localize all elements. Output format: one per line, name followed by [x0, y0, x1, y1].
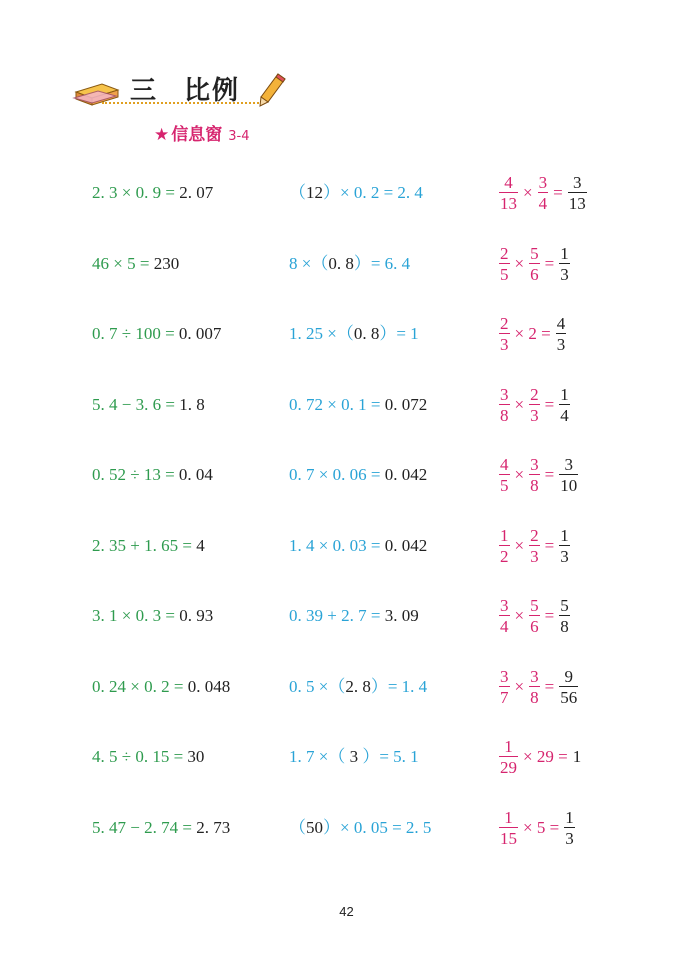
operator: ×: [514, 535, 525, 555]
expr-text: ）= 1: [379, 324, 419, 343]
section-code: 3-4: [228, 129, 250, 144]
operator: ×: [514, 606, 525, 625]
denominator: 3: [530, 405, 539, 425]
answer: 2. 07: [179, 183, 214, 202]
expr-text: 1. 4 × 0. 03 =: [289, 535, 385, 555]
pencil-icon: [258, 72, 288, 108]
expr-fraction: [497, 234, 572, 294]
fraction: [529, 668, 540, 706]
denominator: 5: [500, 476, 509, 495]
numerator: 5: [530, 243, 539, 263]
expr-text: 46 × 5 =: [92, 253, 154, 273]
numerator: 3: [500, 666, 509, 686]
fraction-answer: [559, 527, 570, 565]
expr-text: 1. 7 ×（: [289, 747, 350, 766]
denominator: 3: [500, 335, 509, 354]
expr-missing: [289, 304, 419, 364]
denominator: 4: [538, 194, 548, 213]
denominator: 3: [556, 335, 566, 354]
answer: 0. 93: [179, 606, 214, 625]
answer: 230: [153, 253, 180, 273]
fraction: [499, 597, 510, 635]
star-icon: ★: [154, 125, 170, 145]
answer: 0. 042: [384, 535, 428, 555]
fraction-answer: [559, 456, 578, 494]
chapter-header: [72, 68, 302, 114]
equals-sign: =: [544, 676, 555, 696]
expr-text: 0. 24 × 0. 2 =: [92, 676, 188, 696]
expr-text: 5. 4 − 3. 6 =: [92, 394, 180, 414]
expr-text: 0. 72 × 0. 1 =: [289, 394, 385, 414]
expr-decimal: [92, 163, 213, 223]
section-header: [154, 120, 249, 145]
expr-text: 0. 7 ÷ 100 =: [92, 324, 179, 343]
paren-answer: 0. 8: [328, 253, 354, 273]
expr-text: ）= 5. 1: [358, 747, 419, 766]
fraction-answer: [568, 174, 587, 212]
numerator: 3: [564, 455, 573, 474]
numerator: 4: [504, 173, 513, 192]
fraction: [499, 386, 510, 424]
answer: 2. 73: [196, 817, 231, 837]
numerator: 2: [500, 243, 509, 263]
exercise-row: [0, 445, 693, 505]
expr-fraction: [497, 516, 572, 576]
expr-text: 8 ×（: [289, 253, 329, 273]
denominator: 3: [560, 546, 569, 566]
denominator: 2: [500, 546, 509, 566]
exercise-row: [0, 304, 693, 364]
expr-text: 1. 25 ×（: [289, 324, 354, 343]
numerator: 4: [556, 314, 566, 333]
numerator: 5: [560, 596, 569, 615]
expr-missing: [289, 657, 427, 717]
expr-fraction: [497, 375, 572, 435]
fraction: [499, 315, 510, 353]
exercise-row: [0, 516, 693, 576]
denominator: 5: [500, 264, 509, 284]
answer: 1. 8: [179, 394, 205, 414]
answer: 1: [572, 747, 582, 766]
expr-fraction: [497, 586, 572, 646]
chapter-number: 三: [130, 76, 159, 106]
expr-missing: [289, 516, 427, 576]
expr-text: ）× 0. 05 = 2. 5: [323, 817, 432, 837]
fraction: [499, 738, 518, 776]
numerator: 4: [500, 455, 509, 474]
expr-text: 0. 52 ÷ 13 =: [92, 465, 179, 484]
answer: 30: [187, 747, 205, 766]
equals-sign: =: [544, 606, 555, 625]
fraction-answer: [559, 386, 570, 424]
expr-missing: [289, 234, 410, 294]
fraction-answer: [559, 597, 570, 635]
expr-fraction: [497, 304, 568, 364]
operator: × 2 =: [514, 324, 551, 343]
operator: ×: [514, 465, 525, 484]
denominator: 15: [500, 828, 517, 848]
fraction: [529, 456, 540, 494]
fraction-answer: [556, 315, 567, 353]
operator: ×: [514, 394, 525, 414]
numerator: 9: [564, 666, 573, 686]
denominator: 3: [565, 828, 574, 848]
numerator: 1: [565, 807, 574, 827]
equals-sign: =: [544, 535, 555, 555]
expr-text: 4. 5 ÷ 0. 15 =: [92, 747, 188, 766]
expr-fraction: [497, 798, 577, 858]
expr-decimal: [92, 657, 230, 717]
answer: 3. 09: [384, 606, 419, 625]
exercise-row: [0, 727, 693, 787]
fraction: [499, 245, 510, 283]
denominator: 6: [530, 617, 539, 636]
denominator: 8: [530, 687, 539, 707]
fraction: [529, 245, 540, 283]
expr-decimal: [92, 586, 213, 646]
expr-fraction: [497, 727, 581, 787]
expr-missing: [289, 375, 427, 435]
numerator: 1: [500, 525, 509, 545]
expr-fraction: [497, 163, 589, 223]
equals-sign: =: [544, 394, 555, 414]
exercise-row: [0, 375, 693, 435]
fraction: [499, 809, 518, 847]
page-number: 42: [339, 904, 354, 919]
answer: 0. 007: [178, 324, 222, 343]
chapter-title: [130, 70, 240, 107]
numerator: 3: [530, 666, 539, 686]
fraction: [499, 668, 510, 706]
exercise-row: [0, 657, 693, 717]
numerator: 3: [530, 455, 539, 474]
exercise-row: [0, 163, 693, 223]
expr-missing: [289, 727, 419, 787]
paren-answer: 3: [349, 747, 359, 766]
expr-text: 0. 7 × 0. 06 =: [289, 465, 385, 484]
denominator: 7: [500, 687, 509, 707]
expr-text: 2. 3 × 0. 9 =: [92, 183, 180, 202]
numerator: 1: [560, 384, 569, 404]
expr-text: （: [289, 817, 306, 837]
exercise-row: [0, 586, 693, 646]
answer: 4: [196, 535, 205, 555]
numerator: 3: [572, 173, 582, 192]
answer: 0. 042: [384, 465, 428, 484]
exercise-row: [0, 234, 693, 294]
denominator: 4: [560, 405, 569, 425]
denominator: 3: [560, 264, 569, 284]
expr-text: 0. 39 + 2. 7 =: [289, 606, 385, 625]
expr-decimal: [92, 375, 205, 435]
expr-missing: [289, 445, 427, 505]
expr-missing: [289, 586, 419, 646]
expr-text: ）× 0. 2 = 2. 4: [323, 183, 423, 202]
expr-fraction: [497, 657, 580, 717]
numerator: 1: [504, 807, 513, 827]
paren-answer: 12: [306, 183, 323, 202]
fraction-answer: [559, 245, 570, 283]
fraction: [529, 386, 540, 424]
denominator: 13: [568, 194, 586, 213]
denominator: 4: [500, 617, 509, 636]
denominator: 3: [530, 546, 539, 566]
answer: 0. 04: [178, 465, 213, 484]
expr-missing: [289, 798, 431, 858]
fraction-answer: [564, 809, 575, 847]
denominator: 6: [530, 264, 539, 284]
fraction: [529, 597, 540, 635]
denominator: 13: [500, 194, 517, 213]
answer: 0. 072: [384, 394, 428, 414]
fraction: [499, 174, 518, 212]
expr-text: ）= 1. 4: [370, 676, 428, 696]
expr-text: 3. 1 × 0. 3 =: [92, 606, 180, 625]
expr-text: 0. 5 ×（: [289, 676, 346, 696]
section-title: 信息窗: [171, 125, 223, 145]
denominator: 8: [560, 617, 569, 636]
numerator: 2: [530, 384, 539, 404]
equals-sign: =: [544, 253, 555, 273]
fraction: [499, 527, 510, 565]
paren-answer: 50: [306, 817, 323, 837]
equals-sign: =: [553, 183, 563, 202]
expr-decimal: [92, 234, 179, 294]
expr-decimal: [92, 727, 204, 787]
expr-text: 2. 35 + 1. 65 =: [92, 535, 197, 555]
numerator: 2: [530, 525, 539, 545]
expr-text: ）= 6. 4: [353, 253, 411, 273]
operator: ×: [523, 183, 533, 202]
numerator: 1: [504, 737, 513, 756]
expr-missing: [289, 163, 423, 223]
expr-decimal: [92, 798, 230, 858]
numerator: 2: [500, 314, 509, 333]
chapter-name: 比例: [184, 76, 241, 106]
denominator: 10: [560, 476, 578, 495]
paren-answer: 2. 8: [345, 676, 371, 696]
expr-text: （: [289, 183, 306, 202]
numerator: 3: [538, 173, 548, 192]
fraction: [499, 456, 510, 494]
exercise-row: [0, 798, 693, 858]
numerator: 3: [500, 596, 509, 615]
expr-decimal: [92, 516, 205, 576]
operator: × 29 =: [523, 747, 568, 766]
numerator: 5: [530, 596, 539, 615]
operator: ×: [514, 676, 525, 696]
paren-answer: 0. 8: [353, 324, 380, 343]
denominator: 8: [500, 405, 509, 425]
fraction-answer: [559, 668, 578, 706]
expr-decimal: [92, 304, 221, 364]
operator: ×: [514, 253, 525, 273]
denominator: 29: [500, 758, 517, 777]
answer: 0. 048: [187, 676, 231, 696]
operator: × 5 =: [523, 817, 560, 837]
numerator: 3: [500, 384, 509, 404]
expr-fraction: [497, 445, 580, 505]
denominator: 8: [530, 476, 539, 495]
expr-text: 5. 47 − 2. 74 =: [92, 817, 197, 837]
denominator: 56: [560, 687, 578, 707]
fraction: [538, 174, 549, 212]
numerator: 1: [560, 525, 569, 545]
expr-decimal: [92, 445, 213, 505]
numerator: 1: [560, 243, 569, 263]
equals-sign: =: [544, 465, 555, 484]
fraction: [529, 527, 540, 565]
